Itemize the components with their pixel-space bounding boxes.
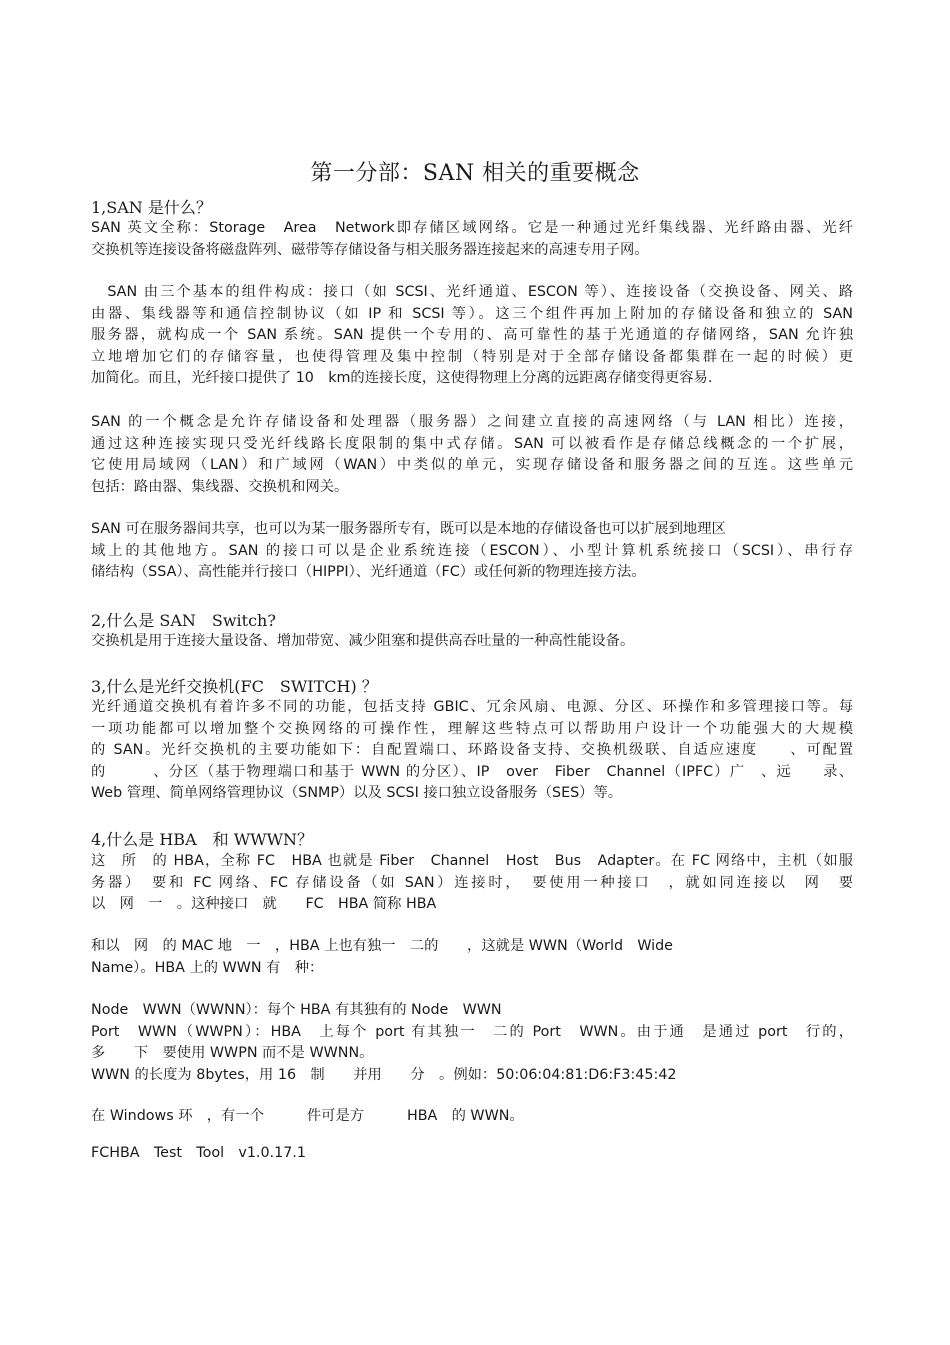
paragraph [91,1143,853,1165]
paragraph [91,936,853,979]
text-line: SAN 的一个概念是允许存储设备和处理器（服务器）之间建立直接的高速网络（与 LAN 相比）连接， [91,414,853,430]
section-heading: 4,什么是 HBA 和 WWWN？ [91,830,314,849]
paragraph [91,519,853,584]
text-line: 交换机是用于连接大量设备、增加带宽、减少阻塞和提供高吞吐量的一种高性能设备。 [91,633,635,649]
paragraph [91,631,853,653]
text-line: Port WWN（WWPN）：HBA 上每个 port 有其独一 二的 Port WWN。由于通 是通过 port 行的， [91,1023,853,1040]
text-line: 交换机等连接设备将磁盘阵列、磁带等存储设备与相关服务器连接起来的高速专用子网。 [91,241,649,258]
paragraph [91,218,853,261]
document-title: 第一分部：SAN 相关的重要概念 [310,161,640,186]
text-line: 在 Windows 环 ，有一个 件可是方 HBA 的 WWN。 [91,1108,524,1124]
text-line: 和以 网 的 MAC 地 一 ，HBA 上也有独一 二的 ，这就是 WWN（World Wide [91,938,673,954]
text-line: Name）。HBA 上的 WWN 有 种： [91,959,324,976]
text-line: 包括：路由器、集线器、交换机和网关。 [91,478,349,495]
text-line: FCHBA Test Tool v1.0.17.1 [91,1145,306,1161]
paragraph [91,851,853,916]
text-line: 的 、分区（基于物理端口和基于 WWN 的分区）、IP over Fiber Channel（IPFC）广 、远 录、 [91,763,853,780]
paragraph [91,282,853,390]
text-line: 这 所 的 HBA，全称 FC HBA 也就是 Fiber Channel Host Bus Adapter。在 FC 网络中，主机（如服 [91,853,853,869]
text-line: SAN 英文全称：Storage Area Network即存储区域网络。它是一种通过光纤集线器、光纤路由器、光纤 [91,220,853,236]
text-line: 服务器，就构成一个 SAN 系统。SAN 提供一个专用的、高可靠性的基于光通道的存储网络，SAN 允许独 [91,327,853,343]
text-line: 的 SAN。光纤交换机的主要功能如下：自配置端口、环路设备支持、交换机级联、自适应速度 、可配置 [91,742,853,758]
text-line: 加简化。而且，光纤接口提供了 10 km的连接长度，这使得物理上分离的远距离存储变得更容易. [91,370,713,386]
section-heading: 1,SAN 是什么？ [91,198,212,217]
text-line: 域上的其他地方。SAN 的接口可以是企业系统连接（ESCON）、小型计算机系统接口（SCSI）、串行存 [91,542,853,559]
section-heading: 2,什么是 SAN Switch? [91,611,276,630]
text-line: 务器） 要和 FC 网络、FC 存储设备（如 SAN）连接时， 要使用一种接口 ，就如同连接以 网 要 [91,874,853,891]
text-line: 它使用局域网（LAN）和广域网（WAN）中类似的单元，实现存储设备和服务器之间的互连。这些单元 [91,457,853,473]
text-line: 由器、集线器等和通信控制协议（如 IP 和 SCSI 等）。这三个组件再加上附加的存储设备和独立的 SAN [91,305,853,322]
text-line: 一项功能都可以增加整个交换网络的可操作性，理解这些特点可以帮助用户设计一个功能强大的大规模 [91,720,853,737]
text-line: 光纤通道交换机有着许多不同的功能，包括支持 GBIC、冗余风扇、电源、分区、环操作和多管理接口等。每 [91,699,853,715]
paragraph [91,1000,853,1086]
paragraph [91,697,853,805]
text-line: 以 网 一 。这种接口 就 FC HBA 简称 HBA [91,896,437,912]
text-line: 储结构（SSA）、高性能并行接口（HIPPI）、光纤通道（FC）或任何新的物理连接方法。 [91,564,646,580]
text-line: SAN 由三个基本的组件构成：接口（如 SCSI、光纤通道、ESCON 等）、连接设备（交换设备、网关、路 [91,284,853,300]
text-line: 通过这种连接实现只受光纤线路长度限制的集中式存储。SAN 可以被看作是存储总线概念的一个扩展， [91,435,853,452]
text-line: WWN 的长度为 8bytes，用 16 制 并用 分 。例如：50:06:04:81:D6:F3:45:42 [91,1066,677,1083]
text-line: Web 管理、简单网络管理协议（SNMP）以及 SCSI 接口独立设备服务（SES）等。 [91,785,623,801]
section-heading: 3,什么是光纤交换机(FC SWITCH) ？ [91,677,378,696]
text-line: 立地增加它们的存储容量，也使得管理及集中控制（特别是对于全部存储设备都集群在一起的时候）更 [91,348,853,365]
paragraph [91,412,853,498]
paragraph [91,1106,853,1128]
text-line: Node WWN（WWNN）：每个 HBA 有其独有的 Node WWN [91,1002,502,1018]
text-line: 多 下 要使用 WWPN 而不是 WWNN。 [91,1045,374,1061]
text-line: SAN 可在服务器间共享，也可以为某一服务器所专有，既可以是本地的存储设备也可以扩展到地理区 [91,521,726,537]
